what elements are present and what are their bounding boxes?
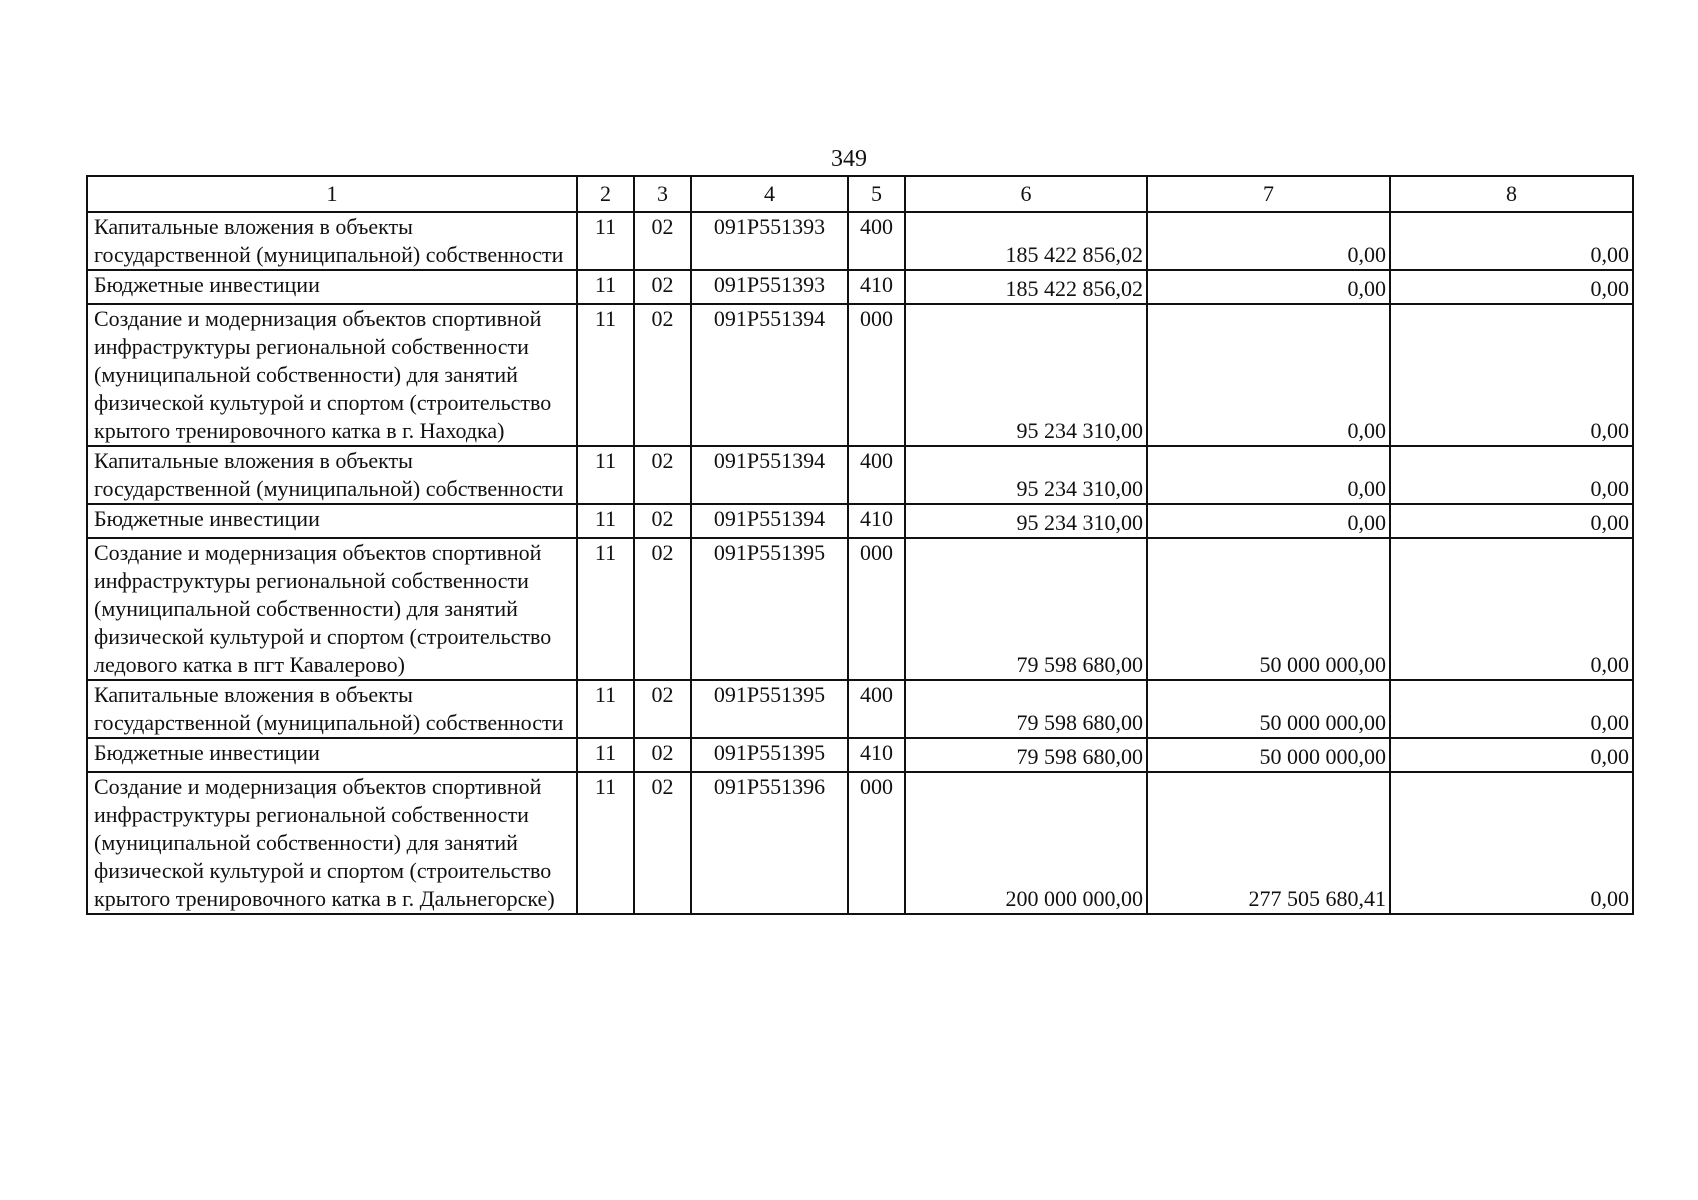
- row-expense-type: 000: [848, 772, 905, 914]
- row-target-code: 091Р551394: [691, 446, 848, 504]
- budget-table: [86, 175, 1634, 915]
- row-name: Бюджетные инвестиции: [87, 738, 577, 772]
- row-name: Капитальные вложения в объекты государственной (муниципальной) собственности: [87, 680, 577, 738]
- row-target-code: 091Р551394: [691, 304, 848, 446]
- column-header-3: 3: [634, 176, 691, 212]
- row-amount-7: 0,00: [1147, 446, 1390, 504]
- row-target-code: 091Р551396: [691, 772, 848, 914]
- row-amount-6: 185 422 856,02: [905, 270, 1147, 304]
- row-amount-6: 79 598 680,00: [905, 738, 1147, 772]
- row-expense-type: 000: [848, 538, 905, 680]
- row-name: Капитальные вложения в объекты государственной (муниципальной) собственности: [87, 446, 577, 504]
- row-name: Бюджетные инвестиции: [87, 504, 577, 538]
- row-name: Создание и модернизация объектов спортивной инфраструктуры региональной собственности (муниципальной собственности) для занятий физической культурой и спортом (строительство крытого тренировочного катка в г. Дальнегорске): [87, 772, 577, 914]
- row-amount-7: 0,00: [1147, 270, 1390, 304]
- row-amount-7: 0,00: [1147, 504, 1390, 538]
- table-row: [87, 772, 1633, 914]
- table-row: [87, 446, 1633, 504]
- row-amount-8: 0,00: [1390, 680, 1633, 738]
- row-amount-8: 0,00: [1390, 538, 1633, 680]
- row-section: 11: [577, 446, 634, 504]
- row-subsection: 02: [634, 270, 691, 304]
- row-amount-8: 0,00: [1390, 504, 1633, 538]
- table-row: [87, 304, 1633, 446]
- table-row: [87, 212, 1633, 270]
- row-amount-8: 0,00: [1390, 212, 1633, 270]
- row-amount-7: 277 505 680,41: [1147, 772, 1390, 914]
- row-name: Капитальные вложения в объекты государственной (муниципальной) собственности: [87, 212, 577, 270]
- row-subsection: 02: [634, 680, 691, 738]
- row-section: 11: [577, 772, 634, 914]
- row-expense-type: 410: [848, 270, 905, 304]
- row-amount-8: 0,00: [1390, 270, 1633, 304]
- row-target-code: 091Р551395: [691, 680, 848, 738]
- row-amount-6: 200 000 000,00: [905, 772, 1147, 914]
- row-amount-8: 0,00: [1390, 304, 1633, 446]
- row-amount-6: 95 234 310,00: [905, 446, 1147, 504]
- row-subsection: 02: [634, 738, 691, 772]
- row-name: Создание и модернизация объектов спортивной инфраструктуры региональной собственности (муниципальной собственности) для занятий физической культурой и спортом (строительство крытого тренировочного катка в г. Находка): [87, 304, 577, 446]
- row-target-code: 091Р551394: [691, 504, 848, 538]
- row-expense-type: 400: [848, 212, 905, 270]
- row-expense-type: 000: [848, 304, 905, 446]
- row-target-code: 091Р551393: [691, 270, 848, 304]
- column-header-6: 6: [905, 176, 1147, 212]
- row-amount-7: 0,00: [1147, 304, 1390, 446]
- row-section: 11: [577, 538, 634, 680]
- table-row: [87, 680, 1633, 738]
- row-amount-8: 0,00: [1390, 446, 1633, 504]
- column-header-7: 7: [1147, 176, 1390, 212]
- row-target-code: 091Р551393: [691, 212, 848, 270]
- row-amount-7: 50 000 000,00: [1147, 738, 1390, 772]
- table-row: [87, 504, 1633, 538]
- column-header-5: 5: [848, 176, 905, 212]
- row-section: 11: [577, 212, 634, 270]
- row-subsection: 02: [634, 304, 691, 446]
- row-section: 11: [577, 738, 634, 772]
- table-row: [87, 738, 1633, 772]
- row-section: 11: [577, 504, 634, 538]
- header-row: [87, 176, 1633, 212]
- row-expense-type: 400: [848, 680, 905, 738]
- row-section: 11: [577, 304, 634, 446]
- row-amount-7: 0,00: [1147, 212, 1390, 270]
- row-amount-8: 0,00: [1390, 738, 1633, 772]
- row-name: Создание и модернизация объектов спортивной инфраструктуры региональной собственности (муниципальной собственности) для занятий физической культурой и спортом (строительство ледового катка в пгт Кавалерово): [87, 538, 577, 680]
- row-subsection: 02: [634, 446, 691, 504]
- column-header-4: 4: [691, 176, 848, 212]
- row-amount-6: 79 598 680,00: [905, 680, 1147, 738]
- row-subsection: 02: [634, 212, 691, 270]
- row-amount-6: 185 422 856,02: [905, 212, 1147, 270]
- column-header-1: 1: [87, 176, 577, 212]
- table-row: [87, 538, 1633, 680]
- row-subsection: 02: [634, 772, 691, 914]
- row-amount-6: 95 234 310,00: [905, 304, 1147, 446]
- row-amount-6: 79 598 680,00: [905, 538, 1147, 680]
- row-target-code: 091Р551395: [691, 538, 848, 680]
- row-expense-type: 410: [848, 738, 905, 772]
- row-expense-type: 410: [848, 504, 905, 538]
- column-header-2: 2: [577, 176, 634, 212]
- row-section: 11: [577, 680, 634, 738]
- row-subsection: 02: [634, 538, 691, 680]
- row-target-code: 091Р551395: [691, 738, 848, 772]
- row-expense-type: 400: [848, 446, 905, 504]
- row-amount-7: 50 000 000,00: [1147, 680, 1390, 738]
- table-row: [87, 270, 1633, 304]
- row-amount-8: 0,00: [1390, 772, 1633, 914]
- row-name: Бюджетные инвестиции: [87, 270, 577, 304]
- row-subsection: 02: [634, 504, 691, 538]
- row-section: 11: [577, 270, 634, 304]
- row-amount-6: 95 234 310,00: [905, 504, 1147, 538]
- row-amount-7: 50 000 000,00: [1147, 538, 1390, 680]
- column-header-8: 8: [1390, 176, 1633, 212]
- page-number: 349: [831, 146, 867, 172]
